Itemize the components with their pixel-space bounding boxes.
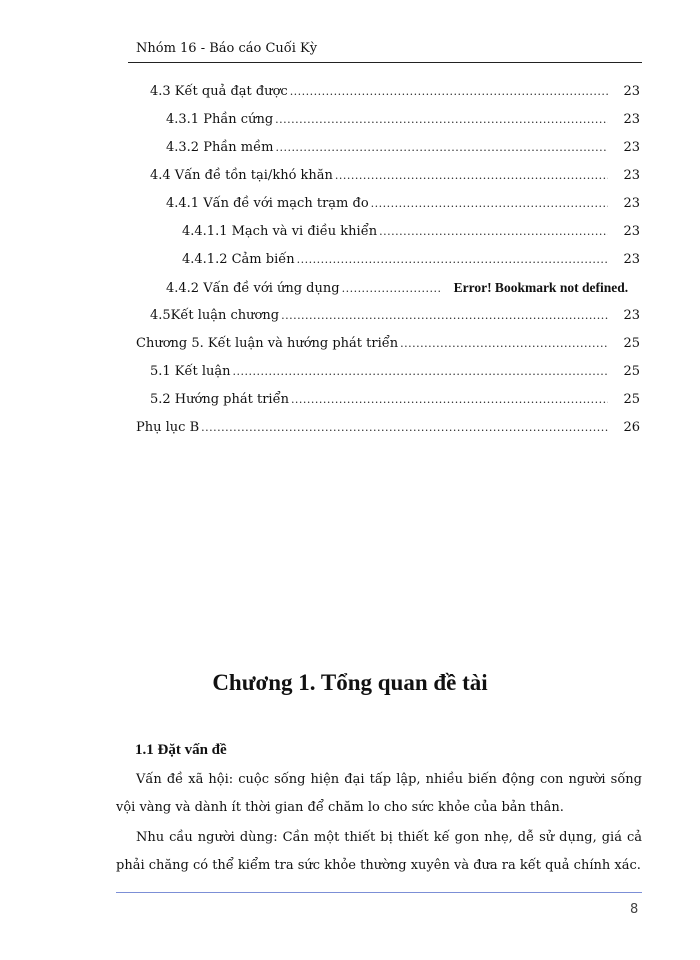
toc-entry-label: 4.3.1 Phần cứng	[166, 112, 274, 127]
toc-entry-page: 23	[623, 84, 640, 99]
toc-entry-label: 5.1 Kết luận	[150, 364, 231, 379]
body-paragraph: Vấn đề xã hội: cuộc sống hiện đại tấp lập, nhiều biến động con người sống vội vàng và dành ít thời gian để chăm lo cho sức khỏe của bản thân.	[116, 772, 642, 815]
toc-entry-label: 4.4.1.2 Cảm biến	[182, 252, 295, 267]
toc-entry-page: 23	[623, 140, 640, 155]
toc-leader-dots	[233, 362, 608, 382]
toc-entry-label: 4.5Kết luận chương	[150, 308, 280, 323]
toc-entry[interactable]	[150, 166, 640, 186]
toc-entry[interactable]	[166, 138, 640, 158]
toc-leader-dots	[281, 306, 608, 326]
toc-entry-page: 25	[623, 364, 640, 379]
toc-entry-page: 23	[623, 196, 640, 211]
toc-leader-dots	[297, 250, 608, 270]
toc-leader-dots	[201, 418, 608, 438]
body-paragraph: Nhu cầu người dùng: Cần một thiết bị thiết kế gon nhẹ, dễ sử dụng, giá cả phải chăng có thể kiểm tra sức khỏe thường xuyên và đưa ra kết quả chính xác.	[116, 830, 642, 873]
page-header	[128, 38, 642, 63]
toc-entry[interactable]	[150, 306, 640, 326]
toc-entry-label: 5.2 Hướng phát triển	[150, 392, 289, 407]
toc-leader-dots	[379, 222, 608, 242]
chapter-title: Chương 1. Tổng quan đề tài	[212, 670, 488, 695]
toc-leader-dots	[275, 110, 608, 130]
toc-leader-dots	[335, 166, 608, 186]
toc-entry-page: 23	[623, 112, 640, 127]
toc-entry[interactable]	[182, 250, 640, 270]
toc-entry-page: 26	[623, 420, 640, 435]
toc-entry[interactable]	[166, 110, 640, 130]
toc-entry-label: 4.3 Kết quả đạt được	[150, 84, 288, 99]
page-number: 8	[630, 902, 639, 917]
toc-entry-label: Chương 5. Kết luận và hướng phát triển	[136, 336, 399, 351]
toc-entry-label: 4.4.1.1 Mạch và vi điều khiển	[182, 224, 378, 239]
toc-leader-dots	[291, 390, 608, 410]
toc-entry[interactable]	[150, 362, 640, 382]
toc-entry[interactable]	[166, 278, 640, 298]
toc-entry[interactable]	[150, 82, 640, 102]
toc-entry-page: 23	[623, 308, 640, 323]
toc-entry-page: 25	[623, 392, 640, 407]
toc-entry[interactable]	[166, 194, 640, 214]
toc-leader-dots	[290, 82, 608, 102]
toc-leader-dots	[400, 334, 608, 354]
toc-entry[interactable]	[136, 334, 640, 354]
section-heading: 1.1 Đặt vấn đề	[135, 742, 227, 758]
toc-entry-page: 23	[623, 252, 640, 267]
toc-entry-label: 4.3.2 Phần mềm	[166, 140, 274, 155]
toc-entry-label: 4.4 Vấn đề tồn tại/khó khăn	[150, 168, 333, 183]
bookmark-error-text: Error! Bookmark not defined.	[453, 280, 629, 295]
toc-leader-dots	[342, 279, 442, 299]
toc-entry-page: 23	[623, 168, 640, 183]
toc-entry-label: 4.4.2 Vấn đề với ứng dụng	[166, 281, 340, 296]
toc-entry[interactable]	[182, 222, 640, 242]
toc-entry-label: 4.4.1 Vấn đề với mạch trạm đo	[166, 196, 369, 211]
toc-leader-dots	[371, 194, 608, 214]
footer-divider	[116, 892, 642, 893]
header-title: Nhóm 16 - Báo cáo Cuối Kỳ	[136, 41, 318, 56]
toc-entry-page: 25	[623, 336, 640, 351]
toc-entry[interactable]	[150, 390, 640, 410]
toc-entry[interactable]	[136, 418, 640, 438]
toc-entry-label: Phụ lục B	[136, 420, 200, 435]
toc-leader-dots	[275, 138, 608, 158]
toc-entry-page: 23	[623, 224, 640, 239]
